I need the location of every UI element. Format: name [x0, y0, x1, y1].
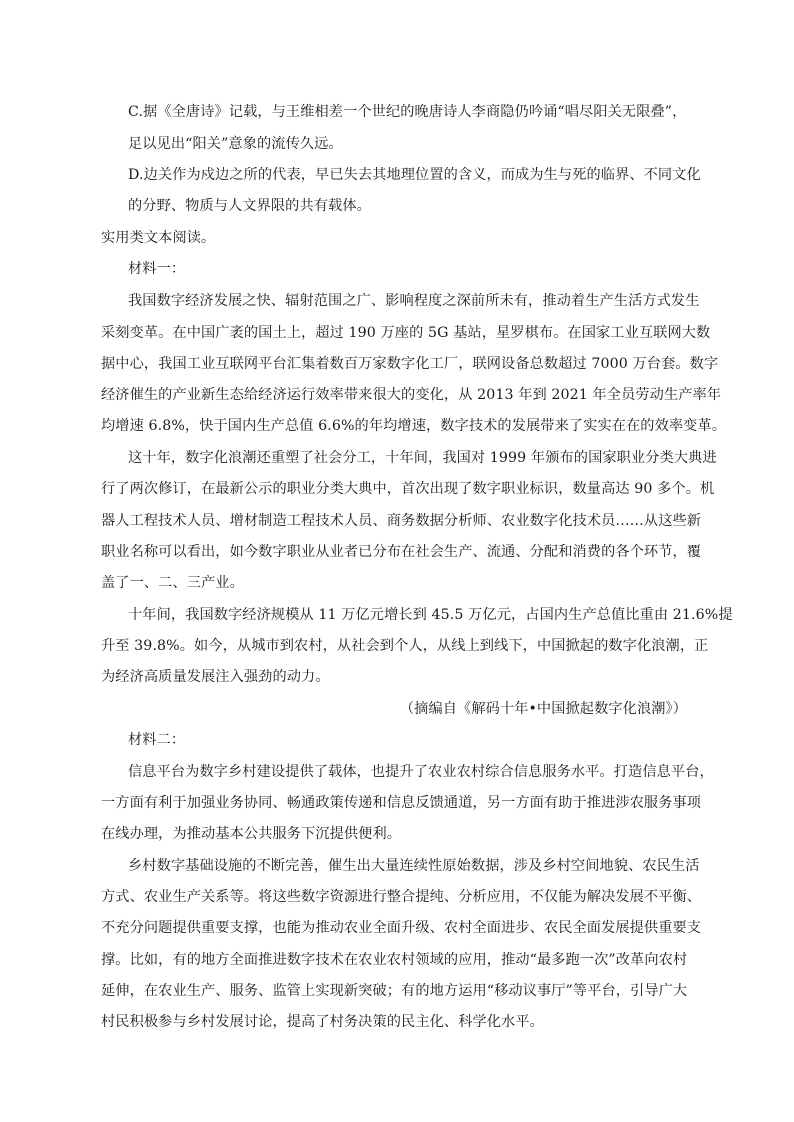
material-2-p2-line-2: 方式、农业生产关系等。将这些数字资源进行整合提纯、分析应用，不仅能为解决发展不平衡、 [101, 889, 702, 905]
material-1-p1-line-5: 均增速 6.8%，快于国内生产总值 6.6%的年均增速，数字技术的发展带来了实实在在的效率变革。 [101, 418, 727, 434]
material-1-p1-line-3: 据中心，我国工业互联网平台汇集着数百万家数字化工厂，联网设备总数超过 7000 万台套。数字 [101, 356, 719, 372]
material-2-p2-line-3: 不充分问题提供重要支撑，也能为推动农业全面升级、农村全面进步、农民全面发展提供重要支 [101, 920, 702, 936]
material-1-p1-line-4: 经济催生的产业新生态给经济运行效率带来很大的变化，从 2013 年到 2021 年全员劳动生产率年 [101, 387, 722, 403]
option-c-line-1: C.据《全唐诗》记载，与王维相差一个世纪的晚唐诗人李商隐仍吟诵“唱尽阳关无限叠”， [128, 104, 687, 120]
material-2-p2-line-6: 村民积极参与乡村发展讨论，提高了村务决策的民主化、科学化水平。 [101, 1014, 544, 1030]
material-1-p2-line-3: 器人工程技术人员、增材制造工程技术人员、商务数据分析师、农业数字化技术员……从这些新 [101, 513, 702, 529]
material-1-source: （摘编自《解码十年•中国掀起数字化浪潮》） [399, 701, 687, 717]
material-1-p1-line-1: 我国数字经济发展之快、辐射范围之广、影响程度之深前所未有，推动着生产生活方式发生 [128, 293, 700, 309]
material-1-p2-line-1: 这十年，数字化浪潮还重塑了社会分工，十年间，我国对 1999 年颁布的国家职业分类大典进 [128, 450, 717, 466]
material-1-p3-line-1: 十年间，我国数字经济规模从 11 万亿元增长到 45.5 万亿元，占国内生产总值比重由 21.6%提 [128, 607, 733, 623]
material-1-p2-line-2: 行了两次修订，在最新公示的职业分类大典中，首次出现了数字职业标识，数量高达 90 多个。机 [101, 481, 715, 497]
material-2-p1-line-3: 在线办理，为推动基本公共服务下沉提供便利。 [101, 826, 402, 842]
option-c-line-2: 足以见出“阳关”意象的流传久远。 [128, 136, 343, 152]
material-1-p2-line-5: 盖了一、二、三产业。 [101, 575, 244, 591]
material-1-p3-line-2: 升至 39.8%。如今，从城市到农村，从社会到个人，从线上到线下，中国掀起的数字化浪潮，正 [101, 638, 709, 654]
option-d-line-2: 的分野、物质与人文界限的共有载体。 [128, 198, 371, 214]
material-1-p1-line-2: 采刻变革。在中国广袤的国土上，超过 190 万座的 5G 基站，星罗棋布。在国家工业互联网大数 [101, 325, 711, 341]
option-d-line-1: D.边关作为戍边之所的代表，早已失去其地理位置的含义，而成为生与死的临界、不同文化 [128, 167, 701, 183]
material-2-p2-line-1: 乡村数字基础设施的不断完善，催生出大量连续性原始数据，涉及乡村空间地貌、农民生活 [128, 858, 700, 874]
material-1-label: 材料一： [128, 261, 186, 277]
material-1-p3-line-3: 为经济高质量发展注入强劲的动力。 [101, 669, 330, 685]
material-2-p1-line-2: 一方面有利于加强业务协同、畅通政策传递和信息反馈通道，另一方面有助于推进涉农服务事项 [101, 795, 702, 811]
section-heading: 实用类文本阅读。 [101, 230, 216, 246]
material-2-p2-line-4: 撑。比如，有的地方全面推进数字技术在农业农村领域的应用，推动“最多跑一次”改革向农村 [101, 952, 688, 968]
material-1-p2-line-4: 职业名称可以看出，如今数字职业从业者已分布在社会生产、流通、分配和消费的各个环节，覆 [101, 544, 702, 560]
material-2-label: 材料二： [128, 732, 186, 748]
material-2-p1-line-1: 信息平台为数字乡村建设提供了载体，也提升了农业农村综合信息服务水平。打造信息平台， [128, 764, 714, 780]
material-2-p2-line-5: 延伸，在农业生产、服务、监管上实现新突破；有的地方运用“移动议事厅”等平台，引导广大 [101, 983, 688, 999]
